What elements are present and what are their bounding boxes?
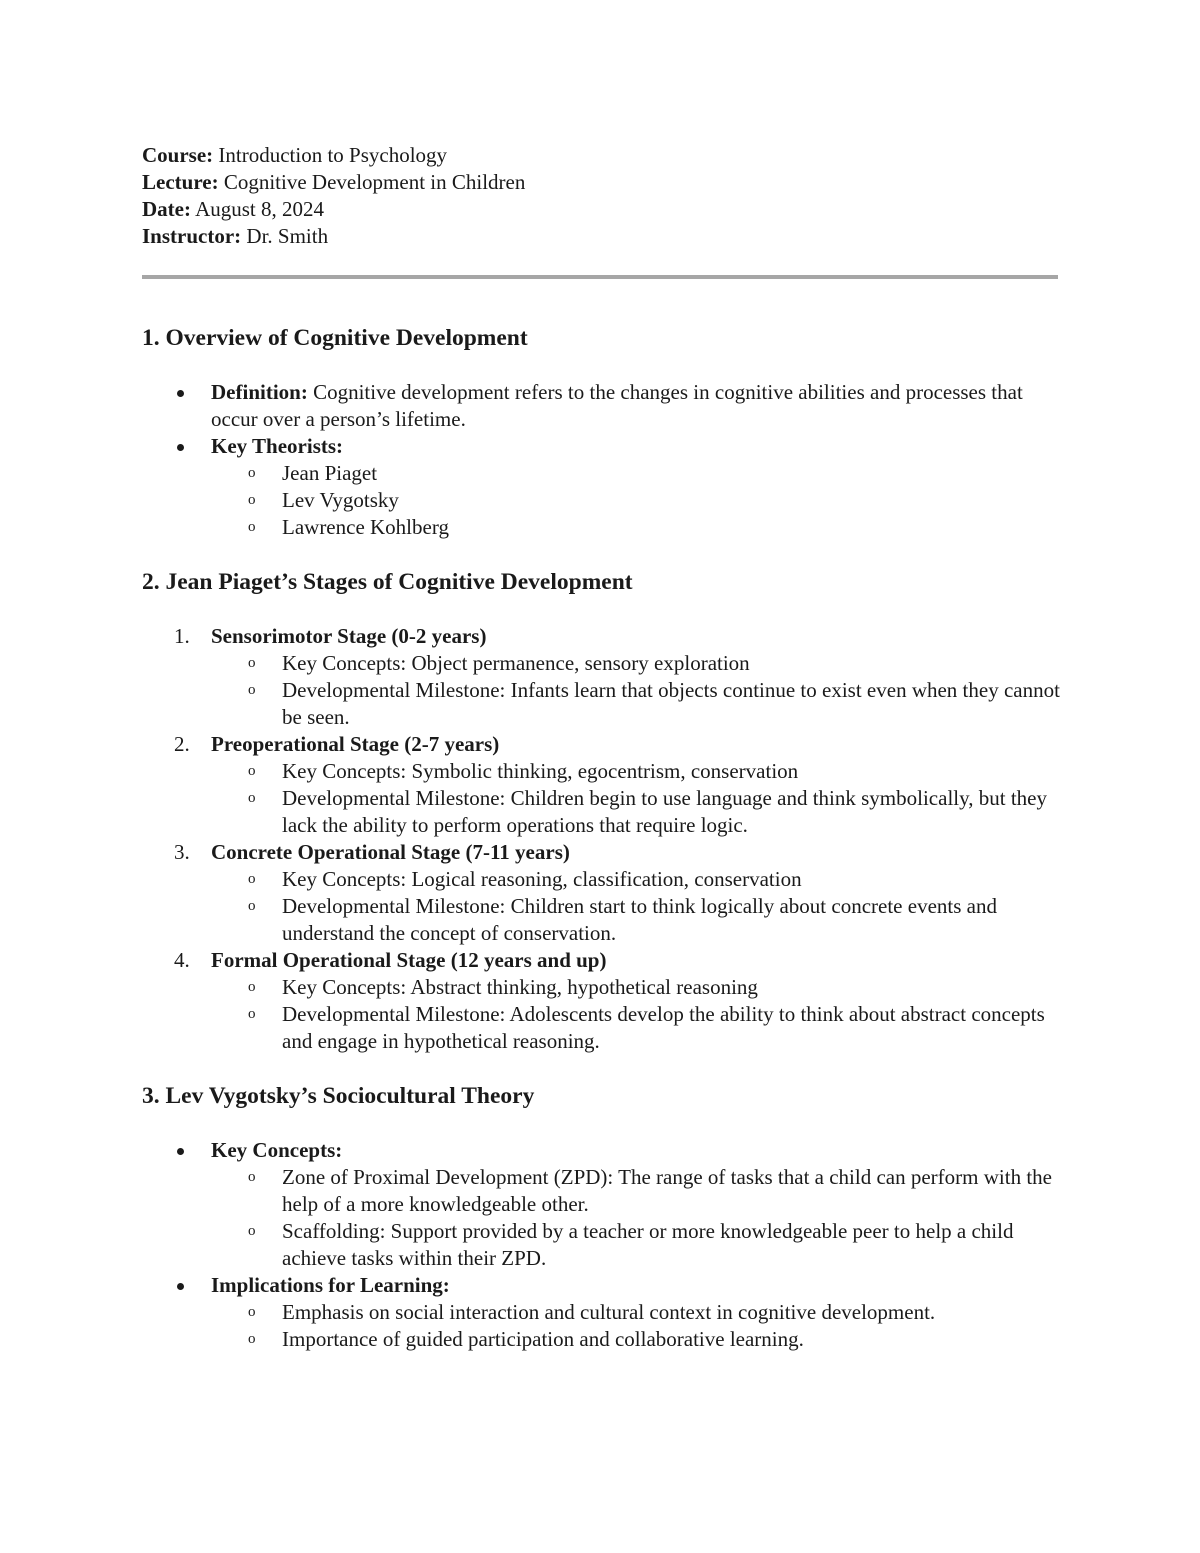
circle-bullet-icon: o bbox=[248, 871, 256, 887]
list-item bbox=[142, 893, 1060, 947]
stage-title: Preoperational Stage (2-7 years) bbox=[211, 732, 500, 756]
circle-bullet-icon: o bbox=[248, 465, 256, 481]
list-item bbox=[142, 866, 1060, 893]
bullet-icon bbox=[177, 390, 184, 397]
list-item bbox=[142, 677, 1060, 731]
bullet-icon bbox=[177, 444, 184, 451]
header-block bbox=[142, 142, 1060, 250]
list-item bbox=[142, 947, 1060, 974]
list-item bbox=[142, 514, 1060, 541]
instructor-value: Dr. Smith bbox=[241, 224, 329, 248]
list-item bbox=[142, 1164, 1060, 1218]
theorist-name: Lev Vygotsky bbox=[282, 488, 399, 512]
theorists-label: Key Theorists: bbox=[211, 434, 344, 458]
list-item bbox=[142, 487, 1060, 514]
list-item bbox=[142, 433, 1060, 460]
circle-bullet-icon: o bbox=[248, 492, 256, 508]
circle-bullet-icon: o bbox=[248, 1304, 256, 1320]
stage-title: Sensorimotor Stage (0-2 years) bbox=[211, 624, 487, 648]
concept-text: Scaffolding: Support provided by a teacher or more knowledgeable peer to help a child achieve tasks within their ZPD. bbox=[282, 1219, 1014, 1270]
bullet-icon bbox=[177, 1148, 184, 1155]
date-line bbox=[142, 196, 1060, 223]
concept-text: Zone of Proximal Development (ZPD): The range of tasks that a child can perform with the help of a more knowledgeable other. bbox=[282, 1165, 1052, 1216]
stage-title: Concrete Operational Stage (7-11 years) bbox=[211, 840, 570, 864]
implication-text: Importance of guided participation and collaborative learning. bbox=[282, 1327, 804, 1351]
list-item bbox=[142, 758, 1060, 785]
circle-bullet-icon: o bbox=[248, 1169, 256, 1185]
circle-bullet-icon: o bbox=[248, 682, 256, 698]
lecture-line bbox=[142, 169, 1060, 196]
circle-bullet-icon: o bbox=[248, 763, 256, 779]
theorist-name: Lawrence Kohlberg bbox=[282, 515, 449, 539]
document-page bbox=[142, 142, 1060, 1353]
section-overview bbox=[142, 323, 1060, 541]
list-number: 4. bbox=[174, 948, 190, 972]
stages-list bbox=[142, 623, 1060, 1055]
list-item bbox=[142, 460, 1060, 487]
course-line bbox=[142, 142, 1060, 169]
course-label: Course: bbox=[142, 143, 214, 167]
instructor-line bbox=[142, 223, 1060, 250]
stage-concepts: Key Concepts: Logical reasoning, classification, conservation bbox=[282, 867, 802, 891]
list-item bbox=[142, 839, 1060, 866]
list-item bbox=[142, 974, 1060, 1001]
stage-milestone: Developmental Milestone: Infants learn that objects continue to exist even when they cannot be seen. bbox=[282, 678, 1060, 729]
list-number: 2. bbox=[174, 732, 190, 756]
stage-concepts: Key Concepts: Object permanence, sensory exploration bbox=[282, 651, 750, 675]
theorist-name: Jean Piaget bbox=[282, 461, 378, 485]
date-label: Date: bbox=[142, 197, 191, 221]
stage-concepts: Key Concepts: Symbolic thinking, egocentrism, conservation bbox=[282, 759, 799, 783]
list-item bbox=[142, 731, 1060, 758]
list-item bbox=[142, 1001, 1060, 1055]
list-item bbox=[142, 1326, 1060, 1353]
implications-label: Implications for Learning: bbox=[211, 1273, 450, 1297]
implication-text: Emphasis on social interaction and cultural context in cognitive development. bbox=[282, 1300, 936, 1324]
stage-milestone: Developmental Milestone: Children begin to use language and think symbolically, but they lack the ability to perform operations that require logic. bbox=[282, 786, 1047, 837]
stage-concepts: Key Concepts: Abstract thinking, hypothetical reasoning bbox=[282, 975, 758, 999]
list-item bbox=[142, 379, 1060, 433]
list-number: 3. bbox=[174, 840, 190, 864]
circle-bullet-icon: o bbox=[248, 898, 256, 914]
list-item bbox=[142, 785, 1060, 839]
section-title: 3. Lev Vygotsky’s Sociocultural Theory bbox=[142, 1083, 535, 1109]
stage-milestone: Developmental Milestone: Adolescents develop the ability to think about abstract concepts and engage in hypothetical reasoning. bbox=[282, 1002, 1045, 1053]
date-value: August 8, 2024 bbox=[190, 197, 324, 221]
list-item bbox=[142, 623, 1060, 650]
list-item bbox=[142, 650, 1060, 677]
instructor-label: Instructor: bbox=[142, 224, 242, 248]
concepts-label: Key Concepts: bbox=[211, 1138, 343, 1162]
definition-text: Cognitive development refers to the changes in cognitive abilities and processes that occur over a person’s lifetime. bbox=[211, 380, 1023, 431]
list-item bbox=[142, 1137, 1060, 1164]
circle-bullet-icon: o bbox=[248, 1331, 256, 1347]
circle-bullet-icon: o bbox=[248, 1223, 256, 1239]
list-number: 1. bbox=[174, 624, 190, 648]
definition-label: Definition: bbox=[211, 380, 308, 404]
section-title: 2. Jean Piaget’s Stages of Cognitive Development bbox=[142, 569, 633, 595]
section-title: 1. Overview of Cognitive Development bbox=[142, 325, 528, 351]
stage-title: Formal Operational Stage (12 years and up) bbox=[211, 948, 607, 972]
lecture-value: Cognitive Development in Children bbox=[218, 170, 526, 194]
list-item bbox=[142, 1272, 1060, 1299]
list-item bbox=[142, 1218, 1060, 1272]
overview-list bbox=[142, 379, 1060, 541]
bullet-icon bbox=[177, 1283, 184, 1290]
stage-milestone: Developmental Milestone: Children start to think logically about concrete events and understand the concept of conservation. bbox=[282, 894, 997, 945]
circle-bullet-icon: o bbox=[248, 1006, 256, 1022]
vygotsky-list bbox=[142, 1137, 1060, 1353]
circle-bullet-icon: o bbox=[248, 655, 256, 671]
circle-bullet-icon: o bbox=[248, 790, 256, 806]
section-vygotsky bbox=[142, 1081, 1060, 1353]
circle-bullet-icon: o bbox=[248, 979, 256, 995]
lecture-label: Lecture: bbox=[142, 170, 219, 194]
course-value: Introduction to Psychology bbox=[213, 143, 448, 167]
section-piaget bbox=[142, 567, 1060, 1055]
circle-bullet-icon: o bbox=[248, 519, 256, 535]
horizontal-divider bbox=[142, 275, 1058, 279]
list-item bbox=[142, 1299, 1060, 1326]
